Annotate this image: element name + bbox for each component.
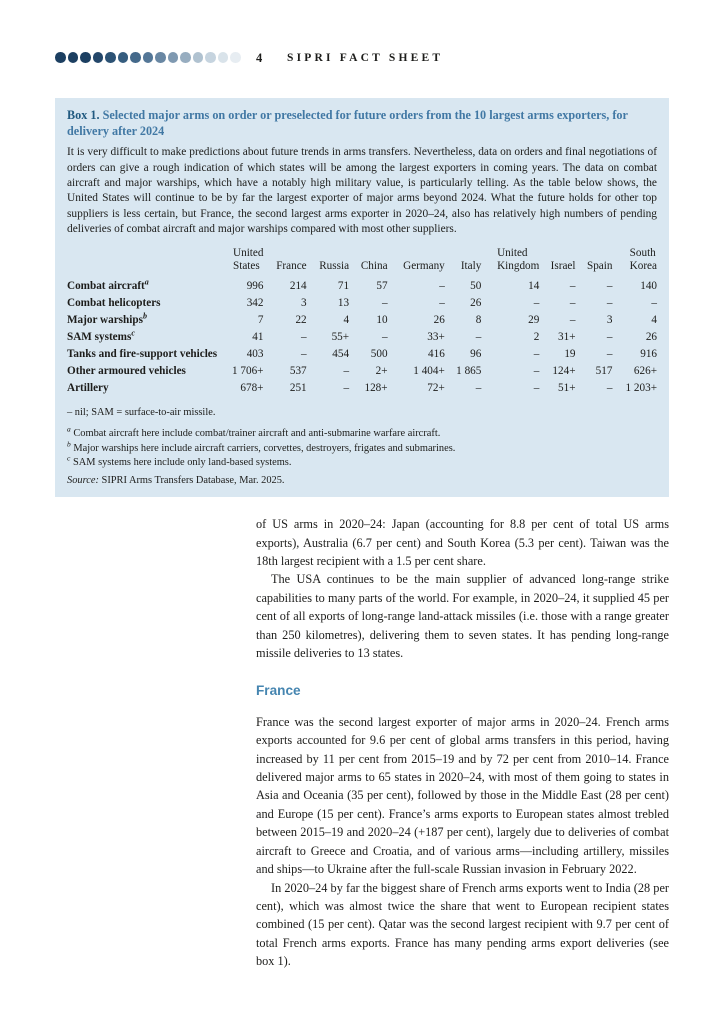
table-cell: – — [606, 382, 613, 395]
table-cell: 626+ — [633, 365, 657, 378]
page-header — [55, 52, 669, 64]
table-cell: – — [533, 382, 540, 395]
table-notes — [67, 406, 657, 470]
body-column — [256, 515, 669, 970]
table-cell: 26 — [470, 297, 482, 310]
table-cell: 996 — [246, 280, 264, 293]
table-cell: 4 — [651, 314, 657, 327]
table-cell: 41 — [252, 331, 264, 344]
table-cell: 140 — [640, 280, 657, 293]
table-cell: – — [533, 348, 540, 361]
header-title: SIPRI FACT SHEET — [287, 52, 444, 64]
table-cell: 537 — [289, 365, 307, 378]
box1-title-text: Selected major arms on order or preselected for future orders from the 10 largest arms exporters, for delivery after 2024 — [67, 108, 628, 139]
table-cell: 454 — [332, 348, 350, 361]
column-header-south-korea: South Korea — [629, 247, 657, 273]
paragraph-france-recipients: In 2020–24 by far the biggest share of French arms exports went to India (28 per cent), which was almost twice the share that went to European recipient states combined (15 per cent). Qatar was the second largest recipient with 9.7 per cent of total French arms exports. France has many pending arms export deliveries (see box 1). — [256, 880, 669, 969]
table-cell: 33+ — [427, 331, 445, 344]
table-cell: – — [475, 382, 482, 395]
table-cell: – — [439, 280, 445, 293]
logo-dot — [193, 52, 204, 63]
logo-dot — [155, 52, 166, 63]
arms-table — [67, 247, 657, 397]
table-cell: 500 — [370, 348, 388, 361]
table-cell: 124+ — [552, 365, 576, 378]
box1 — [55, 98, 669, 497]
table-cell: – — [381, 297, 388, 310]
row-label: Other armoured vehicles — [67, 365, 186, 378]
row-label: Combat aircraft$^a$ — [67, 277, 149, 293]
table-note: $^b$ Major warships here include aircraft carriers, corvettes, destroyers, frigates and submarines. — [67, 439, 456, 454]
table-cell: – — [651, 297, 657, 310]
table-cell: – — [343, 365, 350, 378]
table-cell: 3 — [301, 297, 307, 310]
table-cell: – — [533, 365, 540, 378]
paragraph-us-recipients: of US arms in 2020–24: Japan (accounting for 8.8 per cent of total US arms exports), Australia (6.7 per cent) and South Korea (5.3 per cent). Taiwan was the 18th largest recipient with a 1.5 per cent share. — [256, 517, 669, 569]
logo-dot — [168, 52, 179, 63]
box1-label: Box 1. — [67, 108, 100, 122]
column-header-germany: Germany — [403, 260, 445, 273]
logo-dot — [93, 52, 104, 63]
table-cell: – — [343, 382, 350, 395]
table-cell: 517 — [595, 365, 613, 378]
table-cell: – — [475, 331, 482, 344]
table-cell: 22 — [295, 314, 307, 327]
table-cell: 678+ — [240, 382, 264, 395]
logo-dot — [143, 52, 154, 63]
table-cell: 128+ — [364, 382, 388, 395]
table-cell: 51+ — [558, 382, 576, 395]
column-header-france: France — [276, 260, 307, 273]
table-row — [67, 329, 657, 346]
column-header-spain: Spain — [586, 260, 613, 273]
table-cell: 2+ — [375, 365, 388, 378]
page-number: 4 — [256, 51, 263, 65]
table-cell: 26 — [433, 314, 445, 327]
logo-dot — [80, 52, 91, 63]
table-cell: 1 706+ — [231, 365, 264, 378]
table-cell: – — [301, 348, 307, 361]
row-label: Artillery — [67, 382, 109, 395]
table-cell: – — [606, 331, 613, 344]
table-row — [67, 278, 657, 295]
logo-dot — [55, 52, 66, 63]
logo-dot — [68, 52, 79, 63]
table-note: $^c$ SAM systems here include only land-based systems. — [67, 453, 292, 468]
table-cell: 1 404+ — [413, 365, 445, 378]
table-cell: 214 — [289, 280, 307, 293]
column-header-united-states: United States — [233, 247, 264, 273]
table-cell: 2 — [533, 331, 540, 344]
table-cell: 1 865 — [456, 365, 482, 378]
box1-intro: It is very difficult to make predictions about future trends in arms transfers. Nevertheless, data on orders and final negotiations of orders can give a rough indication of which states will be among the largest exporters in coming years. The data on combat aircraft and major warships, which have a notably high military value, is particularly telling. As the table below shows, the United States will continue to be by far the largest exporter of major arms beyond 2024. What the future holds for other top suppliers is less certain, but France, the second largest arms exporter in 2020–24, also has relatively high numbers of pending deliveries of combat aircraft and major warships compared with most other suppliers. — [67, 146, 657, 235]
table-cell: 4 — [343, 314, 350, 327]
table-row — [67, 295, 657, 312]
paragraph-us-strike-capabilities: The USA continues to be the main supplier of advanced long-range strike capabilities to many parts of the world. For example, in 2020–24, it supplied 45 per cent of all exports of long-range land-attack missiles (i.e. those with a range greater than 250 kilometres), delivering them to seven states. It has pending long-range missile deliveries to 13 states. — [256, 572, 669, 661]
table-cell: 26 — [645, 331, 657, 344]
arms-table-head — [67, 247, 657, 278]
row-label-column-header — [67, 247, 219, 278]
sipri-logo-dots — [55, 52, 241, 63]
logo-dot — [218, 52, 229, 63]
table-cell: 916 — [640, 348, 657, 361]
logo-dot — [230, 52, 241, 63]
logo-dot — [130, 52, 141, 63]
logo-dot — [180, 52, 191, 63]
column-header-united-kingdom: United Kingdom — [497, 247, 540, 273]
table-cell: – — [439, 297, 445, 310]
logo-dot — [105, 52, 116, 63]
column-header-china: China — [360, 260, 388, 273]
table-note: – nil; SAM = surface-to-air missile. — [67, 407, 216, 419]
table-row — [67, 312, 657, 329]
table-cell: 72+ — [427, 382, 445, 395]
row-label: Major warships$^b$ — [67, 311, 147, 327]
table-cell: 14 — [528, 280, 540, 293]
table-cell: 1 203+ — [625, 382, 657, 395]
paragraph-france-overview: France was the second largest exporter of major arms in 2020–24. French arms exports accounted for 9.6 per cent of global arms transfers in this period, having increased by 11 per cent from 2015–19 and by 72 per cent from 2010–14. France delivered major arms to 65 states in 2020–24, with most of them going to states in Asia and Oceania (35 per cent), followed by those in the Middle East (28 per cent) and Europe (15 per cent). France’s arms exports to European states almost trebled between 2015–19 and 2020–24 (+187 per cent), largely due to deliveries of combat aircraft to Greece and Croatia, and of various arms—including artillery, missiles and ships—to Ukraine after the full-scale Russian invasion in February 2022. — [256, 714, 669, 877]
table-cell: – — [569, 314, 576, 327]
table-cell: – — [606, 280, 613, 293]
logo-dot — [205, 52, 216, 63]
table-cell: – — [606, 297, 613, 310]
table-cell: 29 — [528, 314, 540, 327]
section-heading-france: France — [256, 683, 301, 699]
table-cell: 342 — [246, 297, 264, 310]
table-cell: 96 — [470, 348, 482, 361]
table-note: $^a$ Combat aircraft here include combat/trainer aircraft and anti-submarine warfare aircraft. — [67, 424, 441, 440]
table-cell: 7 — [257, 314, 264, 327]
source-line — [67, 474, 657, 488]
table-cell: – — [301, 331, 307, 344]
table-cell: 403 — [246, 348, 264, 361]
table-cell: – — [533, 297, 540, 310]
table-row — [67, 363, 657, 380]
table-cell: – — [569, 297, 576, 310]
row-label: SAM systems$^c$ — [67, 328, 135, 344]
table-cell: – — [569, 280, 576, 293]
table-cell: 55+ — [331, 331, 350, 344]
table-row — [67, 346, 657, 363]
table-cell: 31+ — [558, 331, 576, 344]
table-cell: 50 — [470, 280, 482, 293]
table-cell: 8 — [475, 314, 482, 327]
row-label: Tanks and fire-support vehicles — [67, 348, 218, 361]
table-cell: 10 — [376, 314, 388, 327]
row-label: Combat helicopters — [67, 297, 161, 310]
source-text: SIPRI Arms Transfers Database, Mar. 2025. — [98, 475, 285, 486]
table-cell: – — [381, 331, 388, 344]
table-row — [67, 380, 657, 397]
table-cell: 57 — [376, 280, 388, 293]
table-cell: 3 — [606, 314, 613, 327]
table-cell: 416 — [428, 348, 445, 361]
arms-table-header-row — [67, 247, 657, 278]
arms-table-body — [67, 278, 657, 397]
box1-title — [67, 107, 657, 139]
source-label: Source: — [67, 475, 99, 486]
column-header-russia: Russia — [319, 260, 350, 273]
table-cell: 13 — [337, 297, 350, 310]
column-header-italy: Italy — [460, 260, 482, 273]
column-header-israel: Israel — [550, 260, 576, 273]
table-cell: 71 — [337, 280, 350, 293]
table-cell: 251 — [289, 382, 307, 395]
table-cell: – — [606, 348, 613, 361]
table-cell: 19 — [564, 348, 576, 361]
logo-dot — [118, 52, 129, 63]
